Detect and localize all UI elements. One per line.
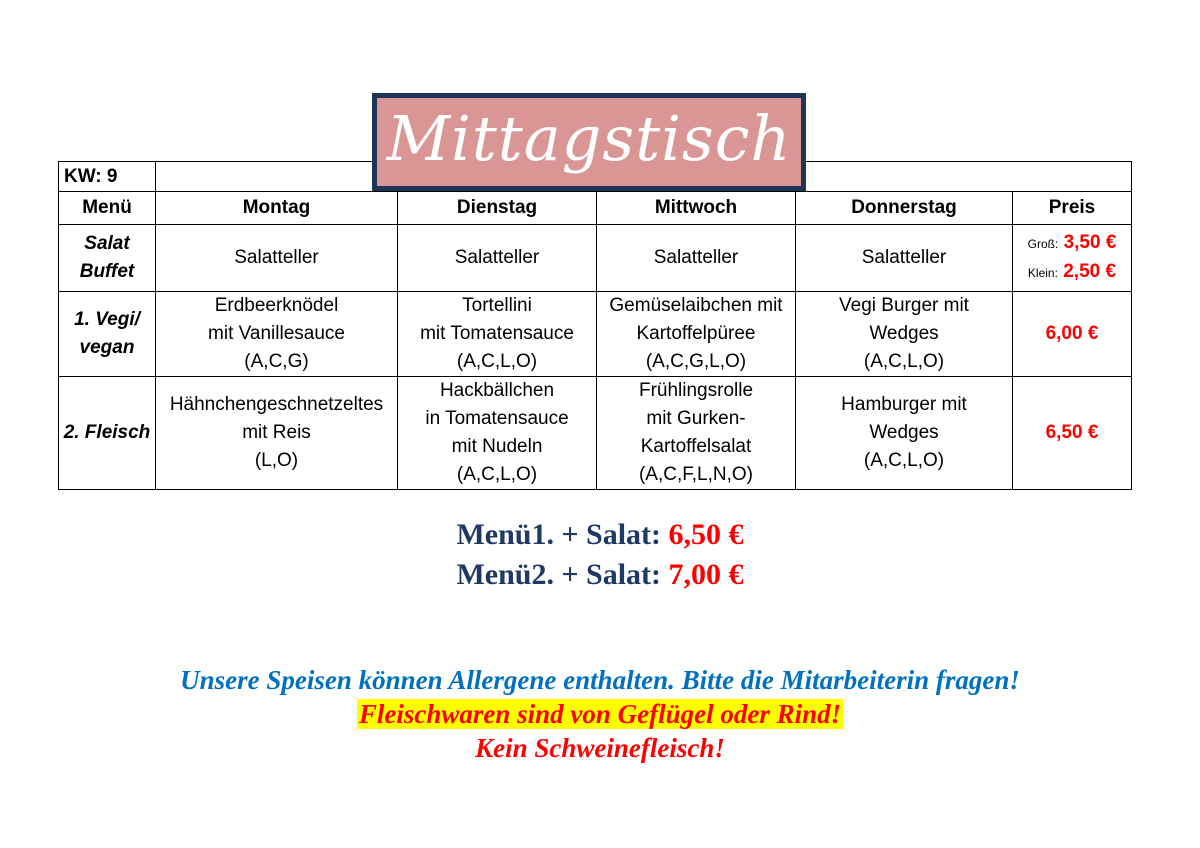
vegi-dienstag xyxy=(398,292,597,377)
dish-line: Wedges xyxy=(869,422,939,443)
combo-2-price: 7,00 € xyxy=(668,558,744,591)
header-preis: Preis xyxy=(1013,192,1132,225)
combo-2-label: Menü2. + Salat: xyxy=(456,558,662,591)
dish-line: mit Reis xyxy=(242,422,311,443)
dish-line: Gemüselaibchen mit xyxy=(609,295,783,316)
page-title: Mittagstisch xyxy=(386,102,792,175)
header-mittwoch: Mittwoch xyxy=(597,192,796,225)
allergen-codes: (A,C,F,L,N,O) xyxy=(638,464,753,485)
allergen-codes: (L,O) xyxy=(254,450,299,471)
salat-row xyxy=(59,225,1132,292)
vegi-donnerstag xyxy=(796,292,1013,377)
dish-line: mit Nudeln xyxy=(451,436,543,457)
header-menu: Menü xyxy=(59,192,156,225)
dish-line: mit Gurken- xyxy=(646,408,746,429)
vegi-label-line: vegan xyxy=(79,337,135,358)
fleisch-label xyxy=(59,377,156,490)
dish-line: Kartoffelsalat xyxy=(640,436,752,457)
dish-line: Erdbeerknödel xyxy=(214,295,339,316)
salat-donnerstag: Salatteller xyxy=(796,225,1013,292)
allergen-codes: (A,C,G) xyxy=(244,351,309,372)
no-pork-note: Kein Schweinefleisch! xyxy=(475,733,725,763)
combo-1-price: 6,50 € xyxy=(668,518,744,551)
salat-dienstag: Salatteller xyxy=(398,225,597,292)
vegi-label-line: 1. Vegi/ xyxy=(74,309,140,330)
fleisch-price: 6,50 € xyxy=(1013,377,1132,490)
salat-label-line: Salat xyxy=(84,233,130,254)
salat-price xyxy=(1013,225,1132,292)
fleisch-label-line: 2. Fleisch xyxy=(63,422,151,443)
vegi-row xyxy=(59,292,1132,377)
allergen-codes: (A,C,L,O) xyxy=(863,450,945,471)
combo-offers xyxy=(0,515,1200,595)
combo-1-label: Menü1. + Salat: xyxy=(456,518,662,551)
allergen-codes: (A,C,L,O) xyxy=(456,351,538,372)
price-klein-value: 2,50 € xyxy=(1063,261,1117,282)
allergen-codes: (A,C,L,O) xyxy=(863,351,945,372)
fleisch-dienstag xyxy=(398,377,597,490)
dish-line: Vegi Burger mit xyxy=(839,295,969,316)
header-montag: Montag xyxy=(156,192,398,225)
header-donnerstag: Donnerstag xyxy=(796,192,1013,225)
allergen-note: Unsere Speisen können Allergene enthalten. Bitte die Mitarbeiterin fragen! xyxy=(180,665,1020,695)
combo-1 xyxy=(0,515,1200,555)
dish-line: mit Tomatensauce xyxy=(420,323,574,344)
dish-line: Wedges xyxy=(869,323,939,344)
salat-price-klein xyxy=(1015,258,1129,287)
vegi-montag xyxy=(156,292,398,377)
salat-price-gross xyxy=(1015,229,1129,258)
price-klein-label: Klein: xyxy=(1027,266,1058,280)
title-banner-inner xyxy=(377,98,801,186)
vegi-mittwoch xyxy=(597,292,796,377)
meat-source-note-line xyxy=(0,697,1200,731)
fleisch-montag xyxy=(156,377,398,490)
meat-source-note: Fleischwaren sind von Geflügel oder Rind! xyxy=(358,699,842,729)
salat-mittwoch: Salatteller xyxy=(597,225,796,292)
price-gross-label: Groß: xyxy=(1027,237,1059,251)
header-dienstag: Dienstag xyxy=(398,192,597,225)
dish-line: Tortellini xyxy=(462,295,532,316)
fleisch-donnerstag xyxy=(796,377,1013,490)
fleisch-row xyxy=(59,377,1132,490)
combo-2 xyxy=(0,555,1200,595)
dish-line: Frühlingsrolle xyxy=(638,380,754,401)
price-gross-value: 3,50 € xyxy=(1063,232,1117,253)
dish-line: mit Vanillesauce xyxy=(208,323,345,344)
menu-table xyxy=(58,161,1132,490)
header-row xyxy=(59,192,1132,225)
salat-label-line: Buffet xyxy=(79,261,135,282)
salat-label xyxy=(59,225,156,292)
title-banner xyxy=(372,93,806,191)
salat-montag: Salatteller xyxy=(156,225,398,292)
allergen-codes: (A,C,G,L,O) xyxy=(645,351,747,372)
dish-line: in Tomatensauce xyxy=(425,408,569,429)
dish-line: Kartoffelpüree xyxy=(636,323,756,344)
dish-line: Hähnchengeschnetzeltes xyxy=(169,394,384,415)
dish-line: Hackbällchen xyxy=(439,380,555,401)
allergen-codes: (A,C,L,O) xyxy=(456,464,538,485)
week-number: KW: 9 xyxy=(59,162,156,192)
fleisch-mittwoch xyxy=(597,377,796,490)
dish-line: Hamburger mit xyxy=(841,394,967,415)
notes xyxy=(0,663,1200,765)
vegi-price: 6,00 € xyxy=(1013,292,1132,377)
vegi-label xyxy=(59,292,156,377)
